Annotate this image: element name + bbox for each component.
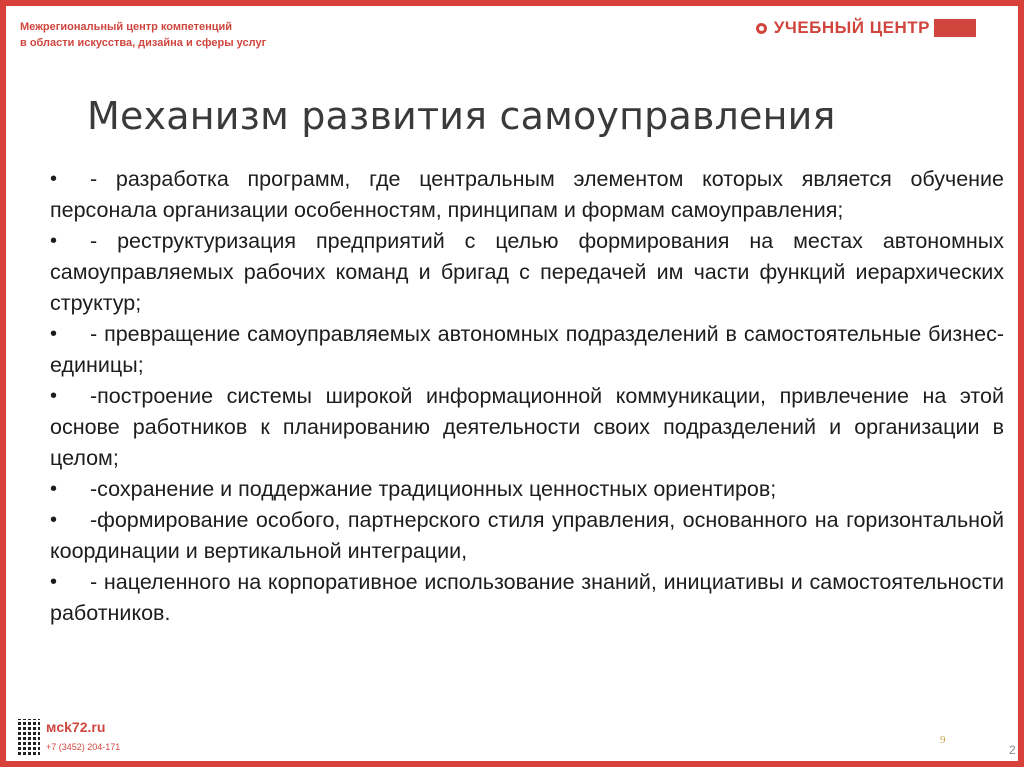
bullet-item [50,567,1004,629]
bullet-text: - разработка программ, где центральным элементом которых является обучение персонала организации особенностям, принципам и формам самоуправления; [50,167,1004,222]
org-name-line-2: в области искусства, дизайна и сферы услуг [20,37,267,49]
qr-code-icon [18,719,40,755]
slide-index: 2 [1009,743,1016,757]
bullet-marker: • [50,323,58,345]
brand-name: УЧЕБНЫЙ ЦЕНТР [773,18,930,37]
bullet-text: -формирование особого, партнерского стиля управления, основанного на горизонтальной координации и вертикальной интеграции, [50,508,1004,563]
bullet-item [50,474,1004,505]
circle-logo-icon [756,23,767,34]
bullet-item [50,319,1004,381]
bullet-marker: • [50,509,58,531]
bullet-item [50,505,1004,567]
bullet-text: - реструктуризация предприятий с целью формирования на местах автономных самоуправляемых рабочих команд и бригад с передачей им части функций иерархических структур; [50,229,1004,315]
page-number: 9 [940,734,946,746]
bullet-marker: • [50,230,58,252]
bullet-marker: • [50,168,58,190]
footer-phone: +7 (3452) 204-171 [46,742,121,752]
brand-tag [934,19,976,37]
bullet-text: -построение системы широкой информационной коммуникации, привлечение на этой основе работников к планированию деятельности своих подразделений и организации в целом; [50,384,1004,470]
bullet-item [50,164,1004,226]
bullet-item [50,226,1004,319]
bullet-item [50,381,1004,474]
org-name-line-1: Межрегиональный центр компетенций [20,21,233,33]
footer-site-link[interactable]: мck72.ru [46,719,106,735]
org-name [20,19,320,51]
bullet-list [50,164,1004,629]
brand-logo [756,18,976,38]
bullet-text: -сохранение и поддержание традиционных ценностных ориентиров; [90,477,777,501]
bullet-marker: • [50,571,58,593]
bullet-text: - нацеленного на корпоративное использование знаний, инициативы и самостоятельности работников. [50,570,1004,625]
bullet-marker: • [50,385,58,407]
bullet-text: - превращение самоуправляемых автономных подразделений в самостоятельные бизнес-единицы; [50,322,1004,377]
slide-title: Механизм развития самоуправления [87,94,836,138]
bullet-marker: • [50,478,58,500]
